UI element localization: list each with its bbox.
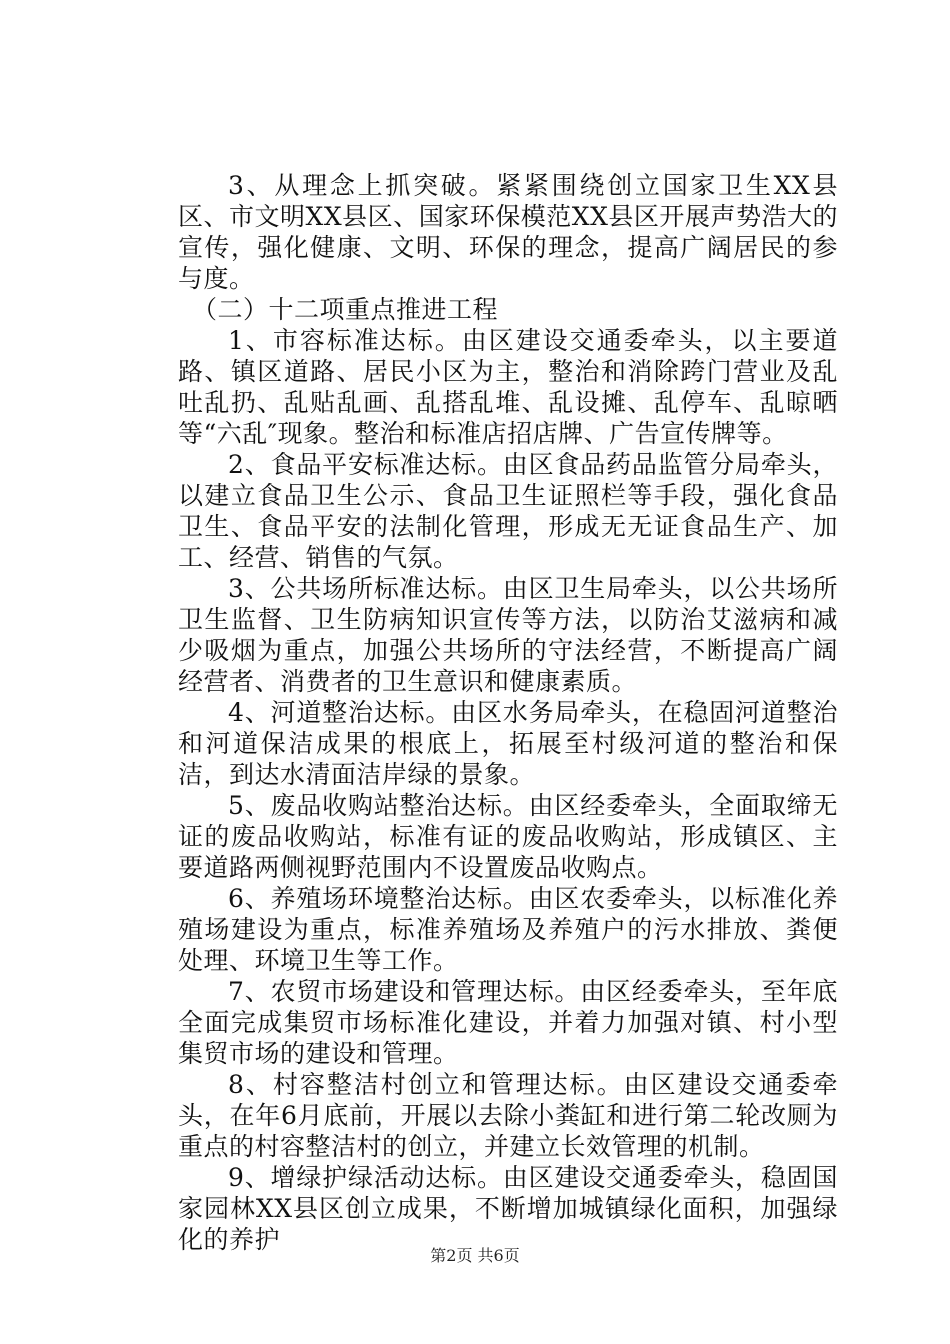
paragraph-item-3: 3、公共场所标准达标。由区卫生局牵头，以公共场所卫生监督、卫生防病知识宣传等方法，以防治艾滋病和减少吸烟为重点，加强公共场所的守法经营，不断提高广阔经营者、消费者的卫生意识和健康素质。 bbox=[178, 574, 838, 696]
page-number-footer: 第2页 共6页 bbox=[430, 1246, 520, 1265]
paragraph-item-2: 2、食品平安标准达标。由区食品药品监管分局牵头，以建立食品卫生公示、食品卫生证照栏等手段，强化食品卫生、食品平安的法制化管理，形成无无证食品生产、加工、经营、销售的气氛。 bbox=[178, 450, 838, 572]
paragraph-concept-breakthrough: 3、从理念上抓突破。紧紧围绕创立国家卫生XX县区、市文明XX县区、国家环保模范XX县区开展声势浩大的宣传，强化健康、文明、环保的理念，提高广阔居民的参与度。 bbox=[178, 171, 838, 293]
paragraph-item-6: 6、养殖场环境整治达标。由区农委牵头，以标准化养殖场建设为重点，标准养殖场及养殖户的污水排放、粪便处理、环境卫生等工作。 bbox=[178, 884, 838, 975]
paragraph-item-9: 9、增绿护绿活动达标。由区建设交通委牵头，稳固国家园林XX县区创立成果，不断增加城镇绿化面积，加强绿化的养护 bbox=[178, 1163, 838, 1254]
paragraph-item-7: 7、农贸市场建设和管理达标。由区经委牵头，至年底全面完成集贸市场标准化建设，并着力加强对镇、村小型集贸市场的建设和管理。 bbox=[178, 977, 838, 1068]
paragraph-item-1: 1、市容标准达标。由区建设交通委牵头，以主要道路、镇区道路、居民小区为主，整治和消除跨门营业及乱吐乱扔、乱贴乱画、乱搭乱堆、乱设摊、乱停车、乱晾晒等“六乱″现象。整治和标准店招店牌、广告宣传牌等。 bbox=[178, 326, 838, 448]
paragraph-item-8: 8、村容整洁村创立和管理达标。由区建设交通委牵头，在年6月底前，开展以去除小粪缸和进行第二轮改厕为重点的村容整洁村的创立，并建立长效管理的机制。 bbox=[178, 1070, 838, 1161]
paragraph-item-4: 4、河道整治达标。由区水务局牵头，在稳固河道整治和河道保洁成果的根底上，拓展至村级河道的整治和保洁，到达水清面洁岸绿的景象。 bbox=[178, 698, 838, 789]
section-heading-twelve-projects: （二）十二项重点推进工程 bbox=[192, 295, 499, 324]
document-body bbox=[178, 170, 838, 1255]
paragraph-item-5: 5、废品收购站整治达标。由区经委牵头，全面取缔无证的废品收购站，标准有证的废品收购站，形成镇区、主要道路两侧视野范围内不设置废品收购点。 bbox=[178, 791, 838, 882]
